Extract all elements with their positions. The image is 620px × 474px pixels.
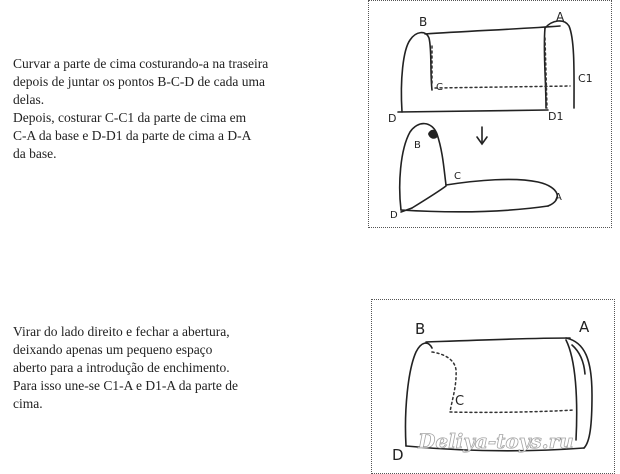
arrow-down-icon [477,127,487,144]
instruction-line: depois de juntar os pontos B-C-D de cada uma [13,74,265,89]
instruction-line: aberto para a introdução de enchimento. [13,360,230,375]
point-label: A [579,318,590,336]
point-label: B [415,320,426,338]
diagram-1-base-part [400,124,558,212]
point-label: C [454,171,461,182]
point-label: B [414,140,421,151]
point-label: A [555,192,562,203]
point-label: D [392,446,404,464]
instruction-line: Depois, costurar C-C1 da parte de cima em [13,110,247,125]
diagram-1-top-part [398,21,574,112]
diagram-1-hidden-seams [432,38,570,108]
site-watermark: Deliya-toys.ru [418,429,574,453]
point-label: D [388,112,397,125]
instruction-line: Para isso une-se C1-A e D1-A da parte de [13,378,238,393]
instruction-line: delas. [13,92,45,107]
point-label: C [455,394,465,409]
instruction-line: C-A da base e D-D1 da parte de cima a D-A [13,128,252,143]
instruction-line: Curvar a parte de cima costurando-a na traseira [13,56,269,71]
instruction-line: Virar do lado direito e fechar a abertura, [13,324,230,339]
instruction-line: cima. [13,396,43,411]
point-label: C1 [578,72,593,85]
point-label: B [419,15,428,29]
instruction-line: deixando apenas um pequeno espaço [13,342,213,357]
point-label: C [436,82,443,93]
point-label: A [556,10,565,24]
instruction-line: da base. [13,146,57,161]
point-label: D [390,210,398,221]
point-label: D1 [548,110,564,123]
diagram-2-hidden-seams [432,352,574,412]
